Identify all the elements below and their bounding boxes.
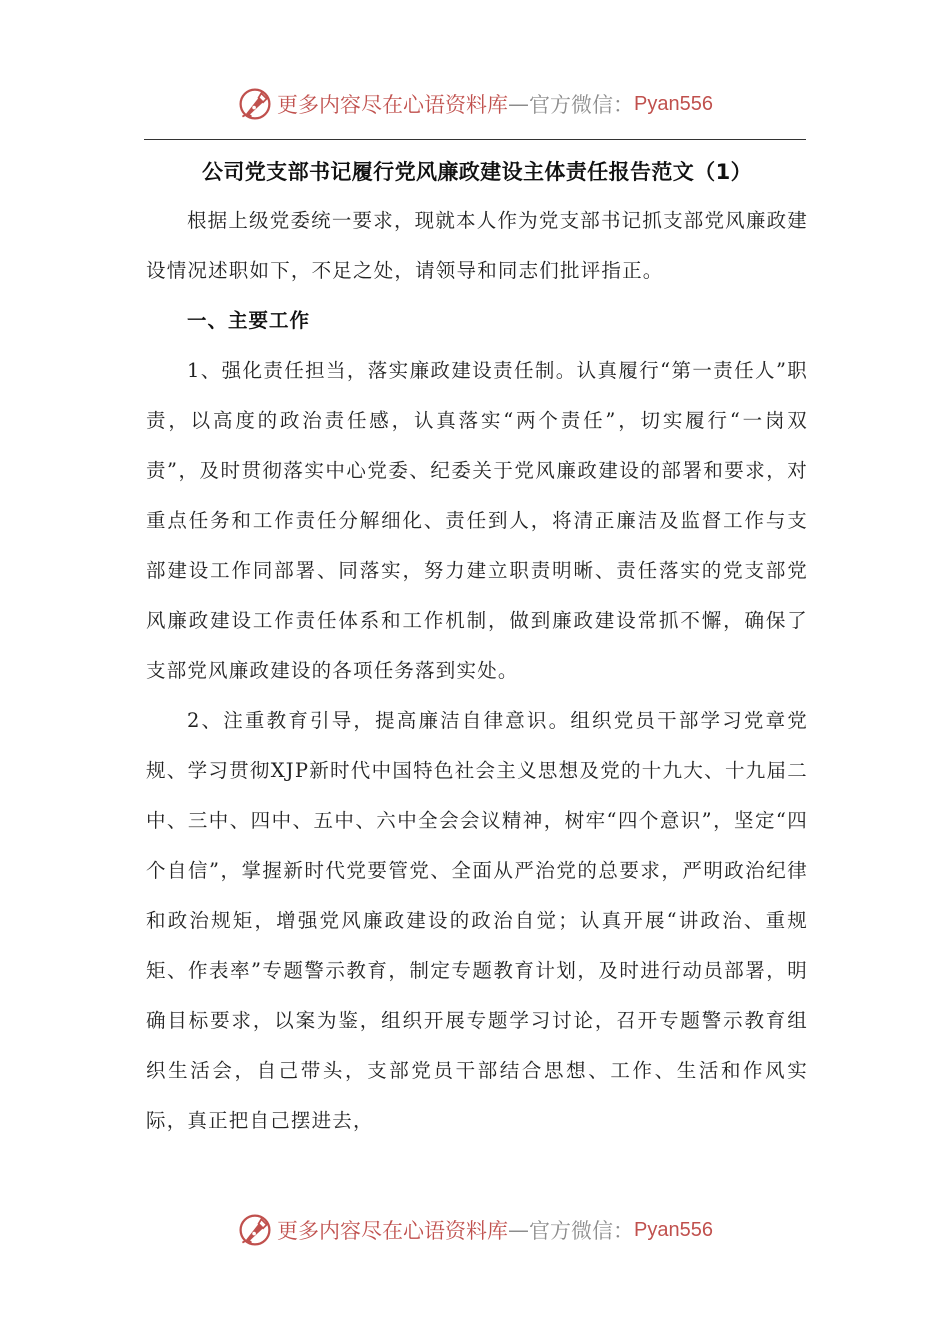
watermark-main-text: 更多内容尽在心语资料库 [277,1219,509,1243]
document-body [146,148,808,1146]
paragraph-1: 1、强化责任担当，落实廉政建设责任制。认真履行“第一责任人”职责，以高度的政治责任感，认真落实“两个责任”，切实履行“一岗双责”，及时贯彻落实中心党委、纪委关于党风廉政建设的部署和要求，对重点任务和工作责任分解细化、责任到人，将清正廉洁及监督工作与支部建设工作同部署、同落实，努力建立职责明晰、责任落实的党支部党风廉政建设工作责任体系和工作机制，做到廉政建设常抓不懈，确保了支部党风廉政建设的各项任务落到实处。 [146,359,808,682]
watermark-wechat-label: 官方微信： [529,1219,635,1243]
paragraph-2: 2、注重教育引导，提高廉洁自律意识。组织党员干部学习党章党规、学习贯彻XJP新时代中国特色社会主义思想及党的十九大、十九届二中、三中、四中、五中、六中全会会议精神，树牢“四个意识”，坚定“四个自信”，掌握新时代党要管党、全面从严治党的总要求，严明政治纪律和政治规矩，增强党风廉政建设的政治自觉；认真开展“讲政治、重规矩、作表率”专题警示教育，制定专题教育计划，及时进行动员部署，明确目标要求，以案为鉴，组织开展专题学习讨论，召开专题警示教育组织生活会，自己带头，支部党员干部结合思想、工作、生活和作风实际，真正把自己摆进去， [146,709,808,1132]
watermark-separator: — [508,92,530,116]
intro-paragraph: 根据上级党委统一要求，现就本人作为党支部书记抓支部党风廉政建设情况述职如下，不足之处，请领导和同志们批评指正。 [146,209,808,282]
header-divider [144,139,806,140]
watermark-wechat-id: Pyan556 [634,1218,713,1241]
footer-watermark [0,1210,950,1250]
section-heading: 一、主要工作 [186,309,310,332]
pen-nib-logo-icon [237,1212,273,1248]
header-watermark [0,84,950,124]
watermark-main-text: 更多内容尽在心语资料库 [277,93,509,117]
watermark-wechat-label: 官方微信： [529,93,635,117]
watermark-wechat-id: Pyan556 [634,92,713,115]
pen-nib-logo-icon [237,86,273,122]
watermark-separator: — [508,1218,530,1242]
document-title: 公司党支部书记履行党风廉政建设主体责任报告范文（1） [201,160,752,184]
